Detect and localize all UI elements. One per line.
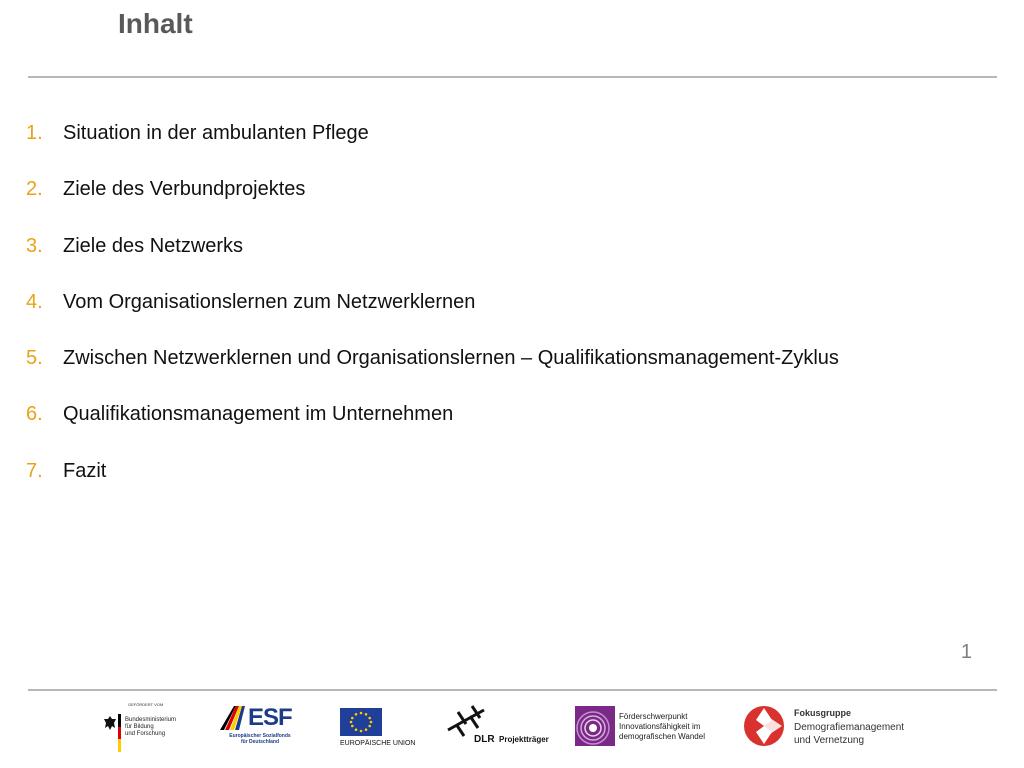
foerderschwerpunkt-text: Förderschwerpunkt Innovationsfähigkeit im demografischen Wandel <box>619 712 705 741</box>
esf-subtitle: Europäischer Sozialfonds für Deutschland <box>229 733 291 745</box>
page-number: 1 <box>960 641 972 663</box>
toc-item <box>26 347 839 403</box>
bmbf-logo <box>100 698 192 758</box>
toc-text: Zwischen Netzwerklernen und Organisationslernen – Qualifikationsmanagement-Zyklus <box>63 347 839 370</box>
toc-number: 3. <box>26 234 43 257</box>
german-flag-icon <box>118 714 121 752</box>
dlr-subtitle: Projektträger <box>499 735 549 744</box>
toc-number: 2. <box>26 178 43 201</box>
toc-item <box>26 178 839 234</box>
toc-item <box>26 460 839 516</box>
fokusgruppe-icon <box>742 704 786 748</box>
bottom-divider <box>28 689 997 691</box>
top-divider <box>28 76 997 78</box>
toc-number: 1. <box>26 122 43 144</box>
esf-logo <box>218 698 300 758</box>
toc-text: Vom Organisationslernen zum Netzwerklernen <box>63 290 476 313</box>
toc-number: 6. <box>26 403 43 426</box>
toc-item <box>26 235 839 291</box>
eu-label: EUROPÄISCHE UNION <box>340 740 416 747</box>
swirl-icon <box>575 706 615 746</box>
fokusgruppe-logo <box>742 698 922 758</box>
toc-number: 5. <box>26 347 43 370</box>
bmbf-header-text: GEFÖRDERT VOM <box>128 702 164 707</box>
eu-logo <box>340 698 434 758</box>
toc-number: 4. <box>26 290 43 313</box>
esf-wordmark: ESF <box>248 704 292 731</box>
dlr-name: DLR <box>474 734 495 745</box>
toc-text: Ziele des Verbundprojektes <box>63 178 306 201</box>
foerderschwerpunkt-logo <box>575 698 730 758</box>
eagle-icon <box>104 716 116 730</box>
fokusgruppe-title: Fokusgruppe <box>794 708 852 718</box>
fokusgruppe-subtitle: Demografiemanagement und Vernetzung <box>794 722 905 746</box>
toc-item <box>26 291 839 347</box>
slide-title: Inhalt <box>118 8 193 39</box>
eu-flag-icon <box>340 708 382 736</box>
esf-stripes-icon <box>218 704 250 732</box>
dlr-logo <box>444 698 556 758</box>
toc-number: 7. <box>26 459 43 482</box>
toc-text: Ziele des Netzwerks <box>63 234 244 257</box>
toc-item <box>26 403 839 459</box>
toc-text: Qualifikationsmanagement im Unternehmen <box>63 403 454 426</box>
toc-text: Fazit <box>63 459 107 482</box>
table-of-contents <box>26 122 839 516</box>
toc-item <box>26 122 839 178</box>
toc-text: Situation in der ambulanten Pflege <box>63 122 369 144</box>
bmbf-text: Bundesministerium für Bildung und Forschung <box>125 717 177 737</box>
